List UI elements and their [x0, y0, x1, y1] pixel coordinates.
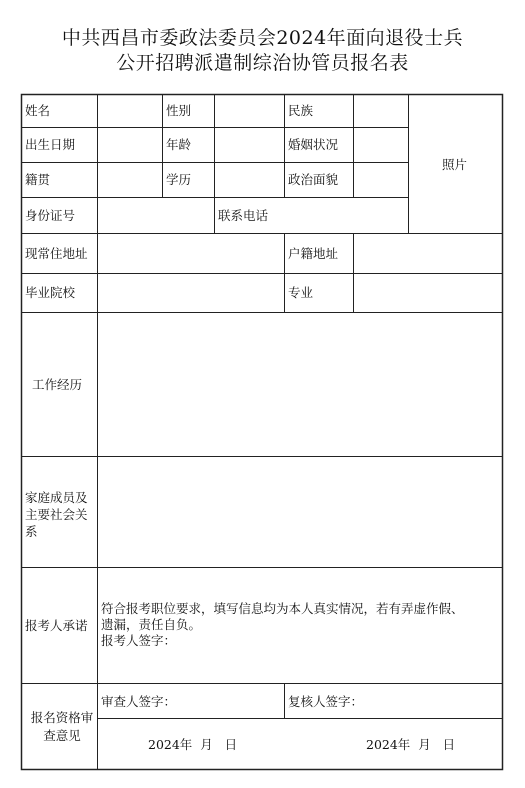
marital-status-label: 婚姻状况	[288, 137, 339, 152]
review-date-right: 2024年 月 日	[366, 737, 456, 752]
applicant-signature-label: 报考人签字：	[101, 633, 177, 648]
commitment-label: 报考人承诺	[25, 618, 88, 633]
reviewer-signature-label: 审查人签字：	[101, 694, 177, 709]
major-label: 专业	[288, 285, 314, 300]
current-address-label: 现常住地址	[25, 246, 88, 261]
photo-label: 照片	[442, 157, 468, 172]
political-status-label: 政治面貌	[288, 172, 339, 187]
school-label: 毕业院校	[25, 285, 76, 300]
form-title-line-2: 公开招聘派遣制综治协管员报名表	[116, 52, 409, 74]
age-label: 年龄	[166, 137, 192, 152]
commitment-text-line-1: 符合报考职位要求，填写信息均为本人真实情况，若有弄虚作假、	[101, 601, 464, 616]
rechecker-signature-label: 复核人签字：	[288, 694, 364, 709]
review-opinion-label: 报名资格审查意见	[30, 710, 94, 743]
family-relations-label: 家庭成员及主要社会关系	[25, 490, 88, 539]
education-label: 学历	[166, 172, 192, 187]
native-place-label: 籍贯	[25, 172, 51, 187]
review-date-left: 2024年 月 日	[148, 737, 238, 752]
phone-label: 联系电话	[218, 208, 269, 223]
id-number-label: 身份证号	[25, 208, 76, 223]
work-history-label: 工作经历	[32, 377, 83, 392]
birth-date-label: 出生日期	[25, 137, 76, 152]
commitment-text-line-2: 遗漏，责任自负。	[101, 617, 202, 632]
ethnicity-label: 民族	[288, 103, 314, 118]
name-label: 姓名	[25, 103, 51, 118]
household-address-label: 户籍地址	[288, 246, 339, 261]
form-title-line-1: 中共西昌市委政法委员会2024年面向退役士兵	[61, 27, 464, 49]
gender-label: 性别	[166, 103, 192, 118]
